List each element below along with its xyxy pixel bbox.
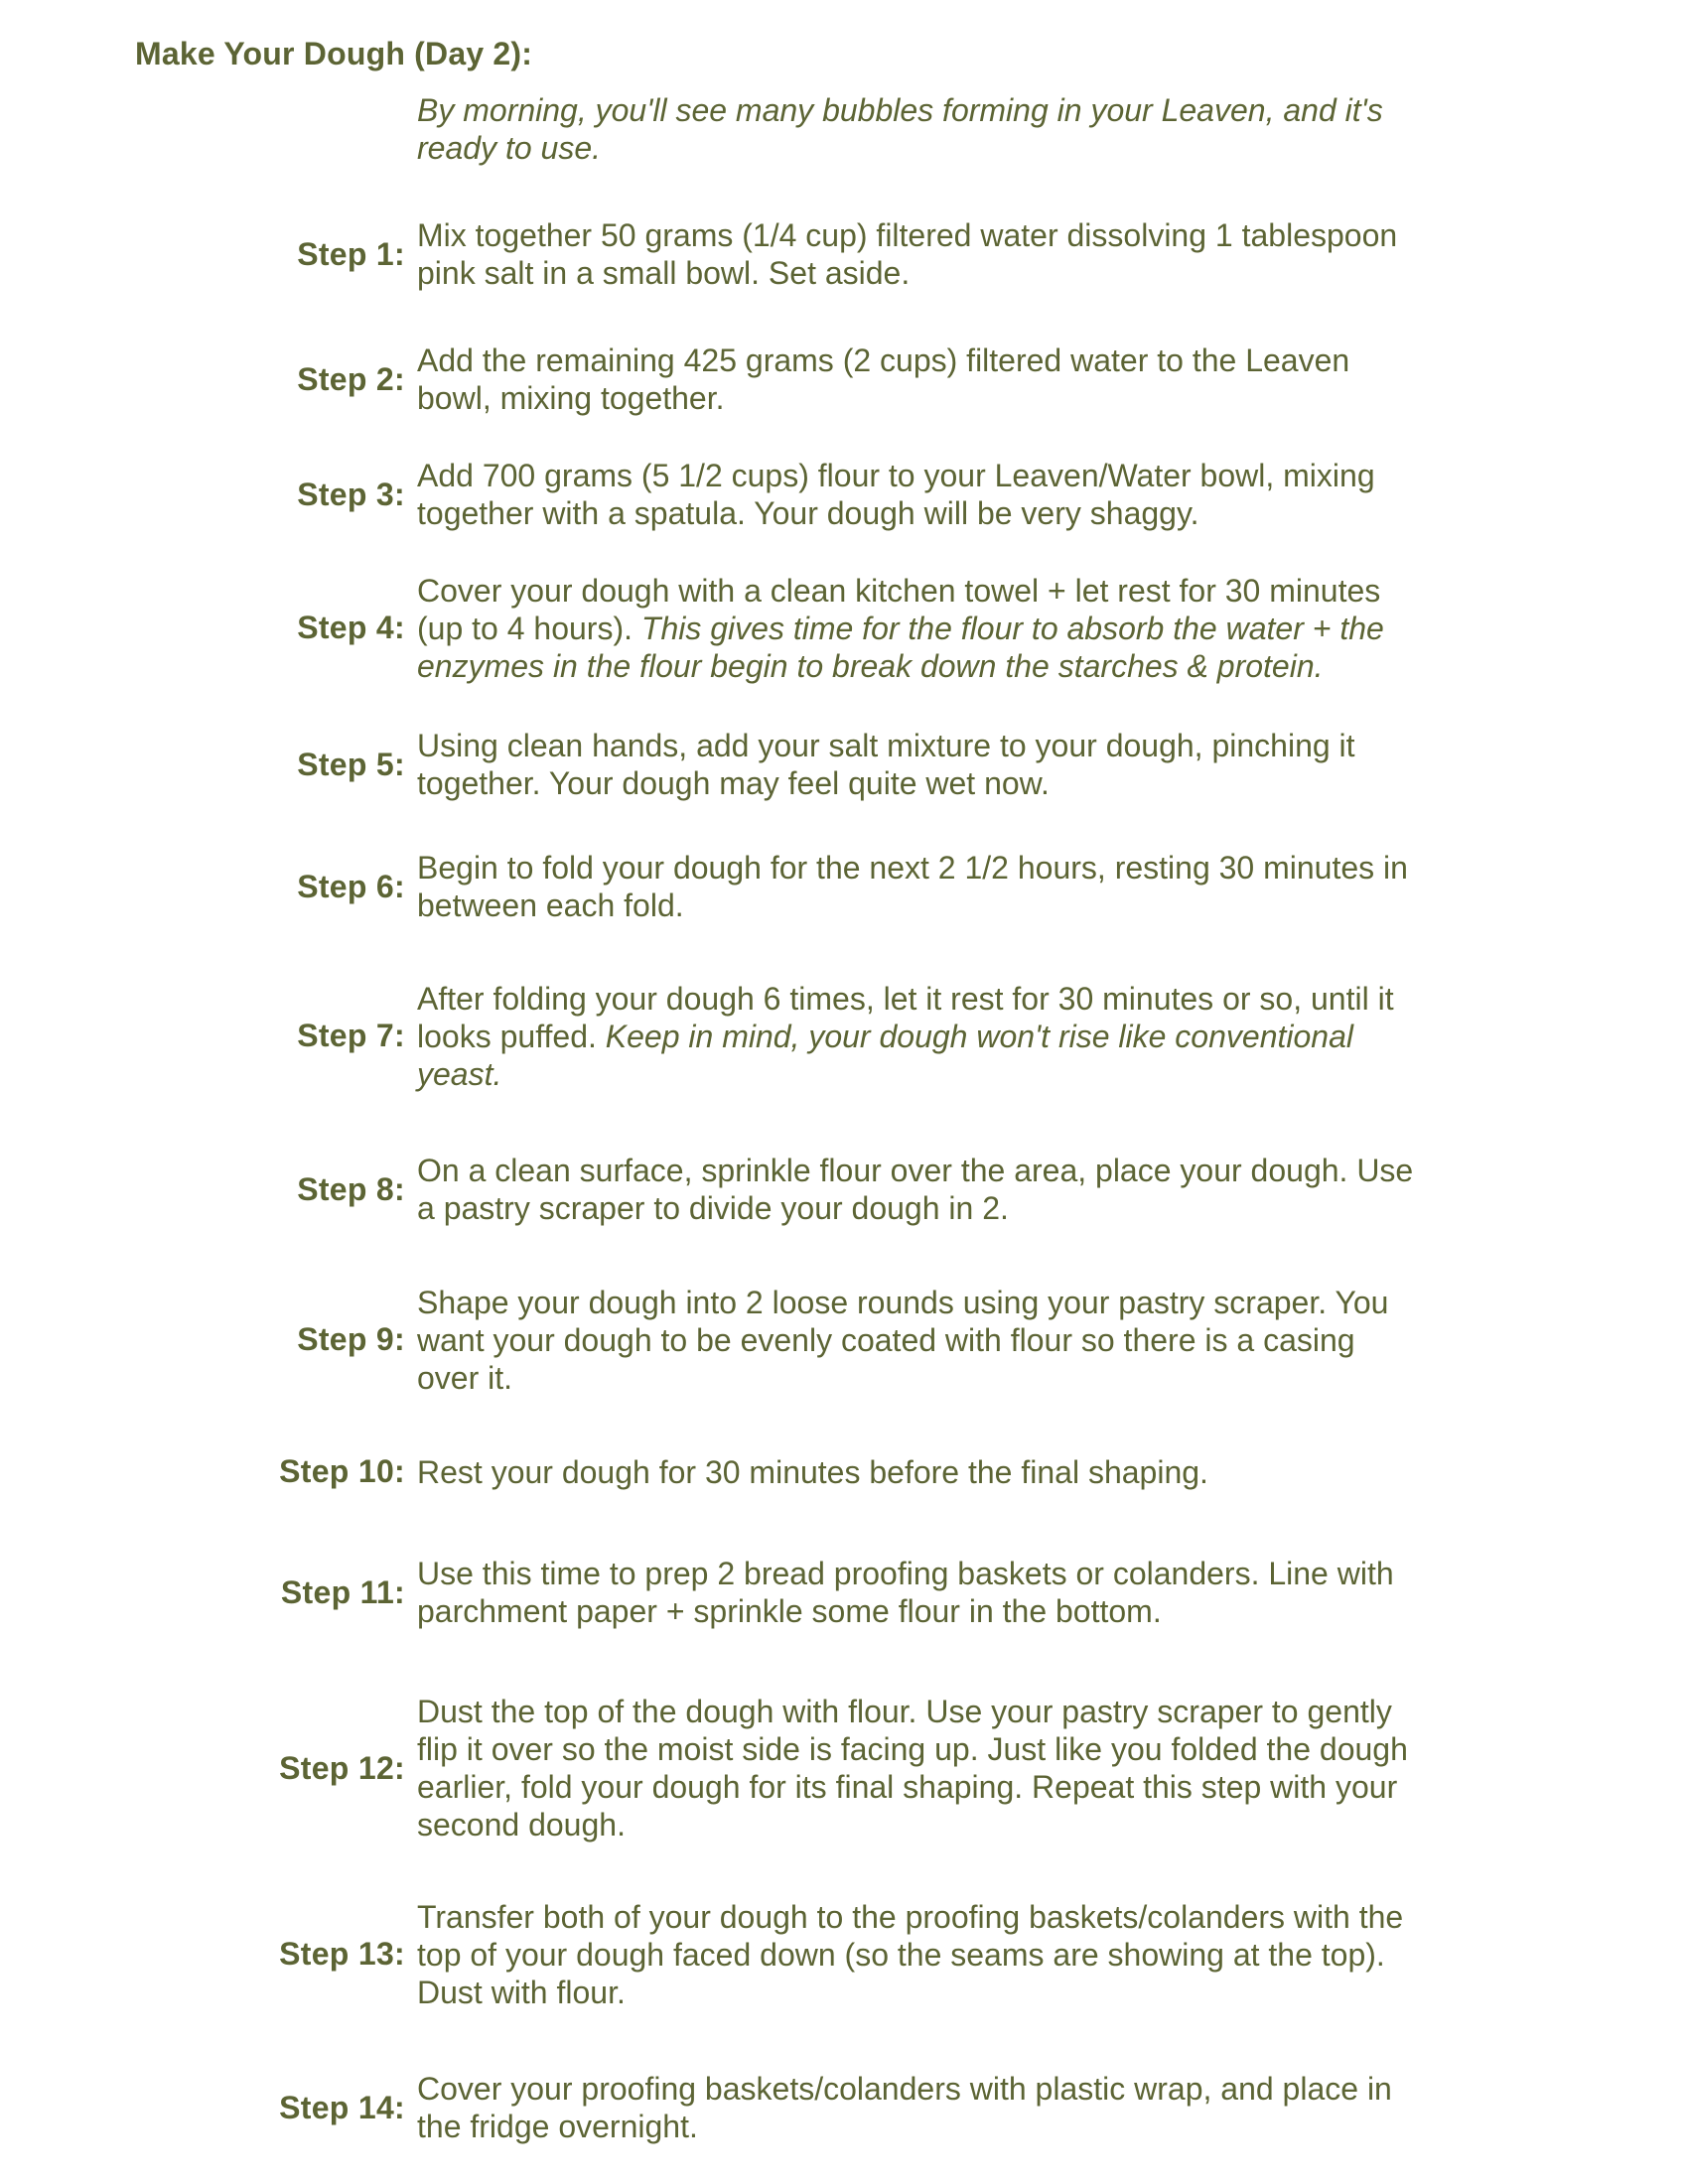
step-label: Step 9: — [297, 1321, 405, 1357]
step-label: Step 14: — [279, 2090, 405, 2125]
step-text: Cover your dough with a clean kitchen towel + let rest for 30 minutes (up to 4 hours). This gives time for the flour to absorb the water + the enzymes in the flour begin to break down the starches & protein. — [417, 573, 1384, 684]
step-text: On a clean surface, sprinkle flour over the area, place your dough. Use a pastry scraper to divide your dough in 2. — [417, 1153, 1414, 1226]
step-label: Step 2: — [297, 361, 405, 397]
step-text: Add the remaining 425 grams (2 cups) filtered water to the Leaven bowl, mixing together. — [417, 342, 1350, 416]
step-note: Keep in mind, your dough won't rise like conventional yeast. — [417, 1019, 1353, 1092]
step-label: Step 10: — [279, 1453, 405, 1489]
step-text: Using clean hands, add your salt mixture to your dough, pinching it together. Your dough may feel quite wet now. — [417, 728, 1355, 801]
step-text: Begin to fold your dough for the next 2 1/2 hours, resting 30 minutes in between each fold. — [417, 850, 1408, 923]
step-label: Step 12: — [279, 1750, 405, 1786]
step-text: Dust the top of the dough with flour. Use your pastry scraper to gently flip it over so the moist side is facing up. Just like you folded the dough earlier, fold your dough for its final shaping. Repeat this step with your second dough. — [417, 1694, 1408, 1843]
step-label: Step 5: — [297, 747, 405, 782]
step-text: Mix together 50 grams (1/4 cup) filtered water dissolving 1 tablespoon pink salt in a small bowl. Set aside. — [417, 217, 1398, 291]
step-label: Step 7: — [297, 1018, 405, 1053]
step-text: After folding your dough 6 times, let it rest for 30 minutes or so, until it looks puffed. Keep in mind, your dough won't rise like conventional yeast. — [417, 981, 1394, 1092]
step-text: Shape your dough into 2 loose rounds using your pastry scraper. You want your dough to be evenly coated with flour so there is a casing over it. — [417, 1285, 1389, 1396]
step-note: This gives time for the flour to absorb the water + the enzymes in the flour begin to break down the starches & protein. — [417, 611, 1384, 684]
step-text: Transfer both of your dough to the proofing baskets/colanders with the top of your dough faced down (so the seams are showing at the top). Dust with flour. — [417, 1899, 1404, 2010]
step-label: Step 1: — [297, 236, 405, 272]
step-text: Use this time to prep 2 bread proofing baskets or colanders. Line with parchment paper + sprinkle some flour in the bottom. — [417, 1556, 1394, 1629]
step-label: Step 13: — [279, 1936, 405, 1972]
step-text: Cover your proofing baskets/colanders with plastic wrap, and place in the fridge overnight. — [417, 2071, 1392, 2144]
step-label: Step 6: — [297, 869, 405, 904]
step-label: Step 11: — [280, 1574, 405, 1610]
step-text: Rest your dough for 30 minutes before the final shaping. — [417, 1454, 1208, 1490]
step-label: Step 4: — [297, 610, 405, 645]
step-text: Add 700 grams (5 1/2 cups) flour to your Leaven/Water bowl, mixing together with a spatula. Your dough will be very shaggy. — [417, 458, 1375, 531]
step-label: Step 3: — [297, 477, 405, 512]
section-heading: Make Your Dough (Day 2): — [135, 36, 533, 71]
intro-note: By morning, you'll see many bubbles forming in your Leaven, and it's ready to use. — [417, 92, 1383, 166]
step-label: Step 8: — [297, 1171, 405, 1207]
